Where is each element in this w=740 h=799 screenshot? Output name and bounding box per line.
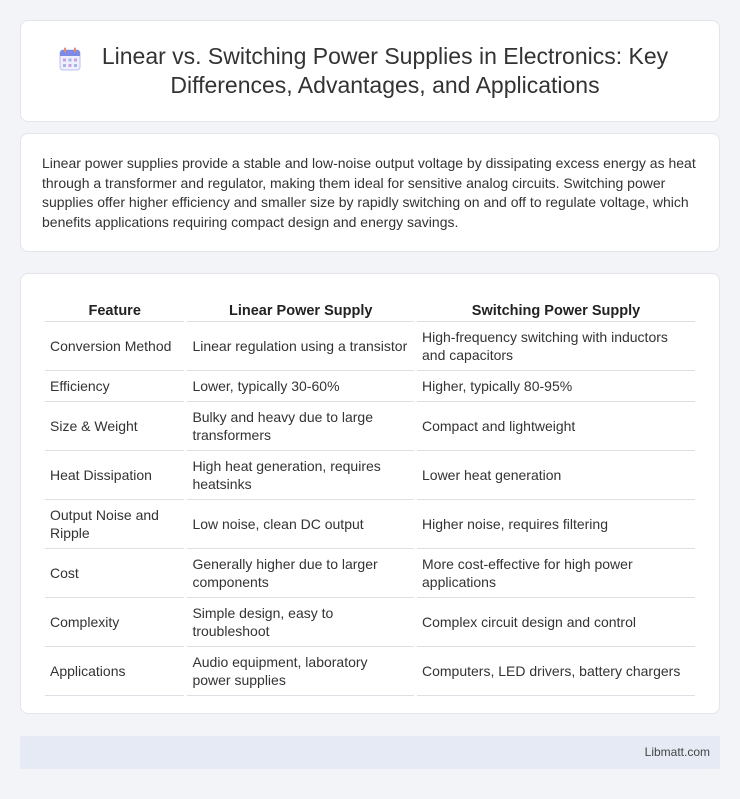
linear-cell: Bulky and heavy due to large transformers <box>187 402 414 451</box>
feature-cell: Heat Dissipation <box>45 451 184 500</box>
switching-cell: High-frequency switching with inductors and capacitors <box>417 322 695 371</box>
linear-cell: Lower, typically 30-60% <box>187 371 414 402</box>
switching-cell: Complex circuit design and control <box>417 598 695 647</box>
linear-cell: Linear regulation using a transistor <box>187 322 414 371</box>
switching-cell: Higher noise, requires filtering <box>417 500 695 549</box>
page-title: Linear vs. Switching Power Supplies in Electronics: Key Differences, Advantages, and Applications <box>101 43 669 98</box>
switching-cell: Lower heat generation <box>417 451 695 500</box>
linear-cell: High heat generation, requires heatsinks <box>187 451 414 500</box>
table-row <box>45 371 695 402</box>
feature-cell: Applications <box>45 647 184 696</box>
feature-cell: Size & Weight <box>45 402 184 451</box>
comparison-table <box>42 296 698 696</box>
table-header-row <box>45 296 695 322</box>
table-row <box>45 451 695 500</box>
switching-cell: Compact and lightweight <box>417 402 695 451</box>
linear-cell: Audio equipment, laboratory power supplies <box>187 647 414 696</box>
table-row <box>45 500 695 549</box>
table-row <box>45 647 695 696</box>
intro-card <box>20 133 720 252</box>
linear-cell: Low noise, clean DC output <box>187 500 414 549</box>
intro-paragraph: Linear power supplies provide a stable and low-noise output voltage by dissipating excess energy as heat through a transformer and regulator, making them ideal for sensitive analog circuits. Switching power supplies offer higher efficiency and smaller size by rapidly switching on and off to regulate voltage, which benefits applications requiring compact design and energy savings. <box>42 155 696 230</box>
comparison-card <box>20 273 720 714</box>
header-switching: Switching Power Supply <box>417 296 695 322</box>
header-feature: Feature <box>45 296 184 322</box>
title-card <box>20 20 720 122</box>
feature-cell: Complexity <box>45 598 184 647</box>
table-row <box>45 549 695 598</box>
switching-cell: More cost-effective for high power applications <box>417 549 695 598</box>
footer-brand-link[interactable]: Libmatt.com <box>644 745 710 759</box>
linear-cell: Generally higher due to larger components <box>187 549 414 598</box>
feature-cell: Output Noise and Ripple <box>45 500 184 549</box>
feature-cell: Cost <box>45 549 184 598</box>
feature-cell: Efficiency <box>45 371 184 402</box>
footer-bar <box>20 736 720 769</box>
table-row <box>45 402 695 451</box>
feature-cell: Conversion Method <box>45 322 184 371</box>
header-linear: Linear Power Supply <box>187 296 414 322</box>
linear-cell: Simple design, easy to troubleshoot <box>187 598 414 647</box>
table-row <box>45 322 695 371</box>
table-row <box>45 598 695 647</box>
switching-cell: Computers, LED drivers, battery chargers <box>417 647 695 696</box>
switching-cell: Higher, typically 80-95% <box>417 371 695 402</box>
